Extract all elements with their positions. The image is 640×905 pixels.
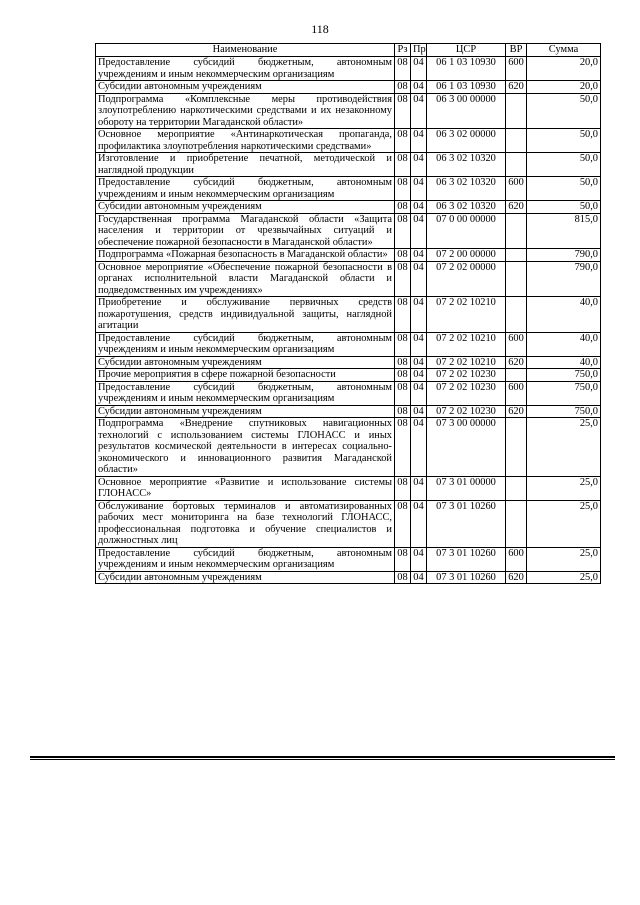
row-csr: 06 3 02 10320 bbox=[427, 177, 506, 201]
row-name: Субсидии автономным учреждениям bbox=[96, 356, 395, 369]
row-rz: 08 bbox=[395, 405, 411, 418]
row-rz: 08 bbox=[395, 81, 411, 94]
table-row bbox=[96, 93, 601, 129]
row-rz: 08 bbox=[395, 547, 411, 571]
row-csr: 07 2 02 10230 bbox=[427, 381, 506, 405]
row-csr: 06 3 02 10320 bbox=[427, 153, 506, 177]
header-pr: Пр bbox=[411, 44, 427, 57]
row-rz: 08 bbox=[395, 369, 411, 382]
row-rz: 08 bbox=[395, 93, 411, 129]
row-pr: 04 bbox=[411, 405, 427, 418]
row-csr: 07 3 01 10260 bbox=[427, 571, 506, 584]
footer-rule bbox=[30, 756, 615, 758]
row-sum: 50,0 bbox=[527, 129, 601, 153]
row-pr: 04 bbox=[411, 418, 427, 477]
table-row bbox=[96, 571, 601, 584]
row-csr: 07 2 02 00000 bbox=[427, 261, 506, 297]
row-rz: 08 bbox=[395, 153, 411, 177]
table-row bbox=[96, 201, 601, 214]
row-name: Основное мероприятие «Развитие и использование системы ГЛОНАСС» bbox=[96, 476, 395, 500]
table-row bbox=[96, 381, 601, 405]
row-sum: 750,0 bbox=[527, 369, 601, 382]
row-vr: 600 bbox=[506, 381, 527, 405]
row-vr bbox=[506, 297, 527, 333]
row-rz: 08 bbox=[395, 476, 411, 500]
row-csr: 07 2 02 10210 bbox=[427, 297, 506, 333]
row-pr: 04 bbox=[411, 93, 427, 129]
row-pr: 04 bbox=[411, 332, 427, 356]
row-csr: 07 0 00 00000 bbox=[427, 213, 506, 249]
row-csr: 06 3 00 00000 bbox=[427, 93, 506, 129]
row-csr: 07 2 02 10230 bbox=[427, 369, 506, 382]
row-sum: 790,0 bbox=[527, 249, 601, 262]
row-sum: 25,0 bbox=[527, 476, 601, 500]
row-sum: 750,0 bbox=[527, 405, 601, 418]
header-sum: Сумма bbox=[527, 44, 601, 57]
table-row bbox=[96, 356, 601, 369]
row-sum: 25,0 bbox=[527, 500, 601, 547]
row-name: Подпрограмма «Комплексные меры противодействия злоупотреблению наркотическими средствами и их незаконному обороту на территории Магаданской области» bbox=[96, 93, 395, 129]
row-rz: 08 bbox=[395, 356, 411, 369]
row-name: Подпрограмма «Пожарная безопасность в Магаданской области» bbox=[96, 249, 395, 262]
row-pr: 04 bbox=[411, 356, 427, 369]
row-csr: 07 3 01 10260 bbox=[427, 500, 506, 547]
table-row bbox=[96, 261, 601, 297]
row-rz: 08 bbox=[395, 213, 411, 249]
row-pr: 04 bbox=[411, 129, 427, 153]
table-row bbox=[96, 369, 601, 382]
row-rz: 08 bbox=[395, 201, 411, 214]
row-pr: 04 bbox=[411, 547, 427, 571]
row-pr: 04 bbox=[411, 213, 427, 249]
row-csr: 07 3 01 10260 bbox=[427, 547, 506, 571]
header-rz: Рз bbox=[395, 44, 411, 57]
row-rz: 08 bbox=[395, 332, 411, 356]
row-vr: 620 bbox=[506, 571, 527, 584]
row-pr: 04 bbox=[411, 476, 427, 500]
row-sum: 50,0 bbox=[527, 177, 601, 201]
row-pr: 04 bbox=[411, 500, 427, 547]
row-pr: 04 bbox=[411, 297, 427, 333]
row-vr bbox=[506, 129, 527, 153]
row-csr: 07 2 02 10210 bbox=[427, 332, 506, 356]
row-rz: 08 bbox=[395, 177, 411, 201]
row-rz: 08 bbox=[395, 381, 411, 405]
row-vr: 600 bbox=[506, 547, 527, 571]
table-row bbox=[96, 476, 601, 500]
row-sum: 40,0 bbox=[527, 332, 601, 356]
row-pr: 04 bbox=[411, 177, 427, 201]
table-row bbox=[96, 81, 601, 94]
row-name: Основное мероприятие «Антинаркотическая пропаганда, профилактика злоупотребления наркотическими средствами» bbox=[96, 129, 395, 153]
table-row bbox=[96, 177, 601, 201]
row-sum: 20,0 bbox=[527, 81, 601, 94]
row-name: Обслуживание бортовых терминалов и автоматизированных рабочих мест мониторинга на базе технологий ГЛОНАСС, профессиональная подготовка и обучение специалистов и должностных лиц bbox=[96, 500, 395, 547]
row-pr: 04 bbox=[411, 153, 427, 177]
row-name: Субсидии автономным учреждениям bbox=[96, 405, 395, 418]
table-row bbox=[96, 500, 601, 547]
row-pr: 04 bbox=[411, 57, 427, 81]
row-sum: 40,0 bbox=[527, 356, 601, 369]
row-vr: 600 bbox=[506, 177, 527, 201]
row-csr: 06 3 02 10320 bbox=[427, 201, 506, 214]
header-vr: ВР bbox=[506, 44, 527, 57]
page-number: 118 bbox=[311, 22, 329, 36]
row-sum: 20,0 bbox=[527, 57, 601, 81]
table-row bbox=[96, 332, 601, 356]
table-row bbox=[96, 297, 601, 333]
row-pr: 04 bbox=[411, 81, 427, 94]
row-rz: 08 bbox=[395, 418, 411, 477]
table-row bbox=[96, 418, 601, 477]
row-vr bbox=[506, 153, 527, 177]
row-sum: 25,0 bbox=[527, 571, 601, 584]
row-name: Предоставление субсидий бюджетным, автономным учреждениям и иным некоммерческим организациям bbox=[96, 332, 395, 356]
row-pr: 04 bbox=[411, 571, 427, 584]
row-rz: 08 bbox=[395, 129, 411, 153]
row-vr: 620 bbox=[506, 81, 527, 94]
row-rz: 08 bbox=[395, 57, 411, 81]
row-name: Предоставление субсидий бюджетным, автономным учреждениям и иным некоммерческим организациям bbox=[96, 547, 395, 571]
row-rz: 08 bbox=[395, 261, 411, 297]
row-vr bbox=[506, 500, 527, 547]
row-csr: 07 2 00 00000 bbox=[427, 249, 506, 262]
row-name: Основное мероприятие «Обеспечение пожарной безопасности в органах исполнительной власти Магаданской области и подведомственных им учреждениях» bbox=[96, 261, 395, 297]
table-row bbox=[96, 405, 601, 418]
row-csr: 07 3 00 00000 bbox=[427, 418, 506, 477]
row-rz: 08 bbox=[395, 249, 411, 262]
row-name: Государственная программа Магаданской области «Защита населения и территории от чрезвычайных ситуаций и обеспечение пожарной безопасности в Магаданской области» bbox=[96, 213, 395, 249]
row-vr bbox=[506, 369, 527, 382]
row-vr bbox=[506, 261, 527, 297]
row-sum: 50,0 bbox=[527, 153, 601, 177]
row-sum: 40,0 bbox=[527, 297, 601, 333]
row-vr: 620 bbox=[506, 405, 527, 418]
row-csr: 06 3 02 00000 bbox=[427, 129, 506, 153]
row-name: Предоставление субсидий бюджетным, автономным учреждениям и иным некоммерческим организациям bbox=[96, 177, 395, 201]
row-csr: 06 1 03 10930 bbox=[427, 81, 506, 94]
table-row bbox=[96, 57, 601, 81]
row-pr: 04 bbox=[411, 201, 427, 214]
row-pr: 04 bbox=[411, 261, 427, 297]
row-name: Подпрограмма «Внедрение спутниковых навигационных технологий с использованием системы ГЛОНАСС и иных результатов космической деятельности в интересах социально-экономического и инновационного развития Магаданской области» bbox=[96, 418, 395, 477]
table-row bbox=[96, 547, 601, 571]
row-vr: 600 bbox=[506, 57, 527, 81]
footer-rule-thin bbox=[30, 759, 615, 760]
table-row bbox=[96, 249, 601, 262]
row-csr: 07 2 02 10210 bbox=[427, 356, 506, 369]
row-sum: 815,0 bbox=[527, 213, 601, 249]
row-vr bbox=[506, 249, 527, 262]
row-vr: 620 bbox=[506, 201, 527, 214]
row-vr bbox=[506, 213, 527, 249]
row-name: Предоставление субсидий бюджетным, автономным учреждениям и иным некоммерческим организациям bbox=[96, 57, 395, 81]
row-csr: 06 1 03 10930 bbox=[427, 57, 506, 81]
row-sum: 750,0 bbox=[527, 381, 601, 405]
row-sum: 25,0 bbox=[527, 418, 601, 477]
row-csr: 07 2 02 10230 bbox=[427, 405, 506, 418]
row-sum: 790,0 bbox=[527, 261, 601, 297]
row-pr: 04 bbox=[411, 369, 427, 382]
row-vr bbox=[506, 476, 527, 500]
row-name: Прочие мероприятия в сфере пожарной безопасности bbox=[96, 369, 395, 382]
row-name: Приобретение и обслуживание первичных средств пожаротушения, средств индивидуальной защиты, наглядной агитации bbox=[96, 297, 395, 333]
row-vr bbox=[506, 418, 527, 477]
row-sum: 50,0 bbox=[527, 93, 601, 129]
row-pr: 04 bbox=[411, 381, 427, 405]
row-vr: 620 bbox=[506, 356, 527, 369]
budget-table bbox=[95, 43, 601, 584]
row-rz: 08 bbox=[395, 297, 411, 333]
row-csr: 07 3 01 00000 bbox=[427, 476, 506, 500]
table-row bbox=[96, 129, 601, 153]
row-sum: 50,0 bbox=[527, 201, 601, 214]
row-name: Субсидии автономным учреждениям bbox=[96, 201, 395, 214]
table-row bbox=[96, 153, 601, 177]
row-name: Субсидии автономным учреждениям bbox=[96, 571, 395, 584]
row-sum: 25,0 bbox=[527, 547, 601, 571]
header-name: Наименование bbox=[96, 44, 395, 57]
row-pr: 04 bbox=[411, 249, 427, 262]
table-header-row bbox=[96, 44, 601, 57]
row-rz: 08 bbox=[395, 571, 411, 584]
row-vr bbox=[506, 93, 527, 129]
row-name: Предоставление субсидий бюджетным, автономным учреждениям и иным некоммерческим организациям bbox=[96, 381, 395, 405]
row-name: Изготовление и приобретение печатной, методической и наглядной продукции bbox=[96, 153, 395, 177]
header-csr: ЦСР bbox=[427, 44, 506, 57]
row-vr: 600 bbox=[506, 332, 527, 356]
row-rz: 08 bbox=[395, 500, 411, 547]
table-row bbox=[96, 213, 601, 249]
row-name: Субсидии автономным учреждениям bbox=[96, 81, 395, 94]
